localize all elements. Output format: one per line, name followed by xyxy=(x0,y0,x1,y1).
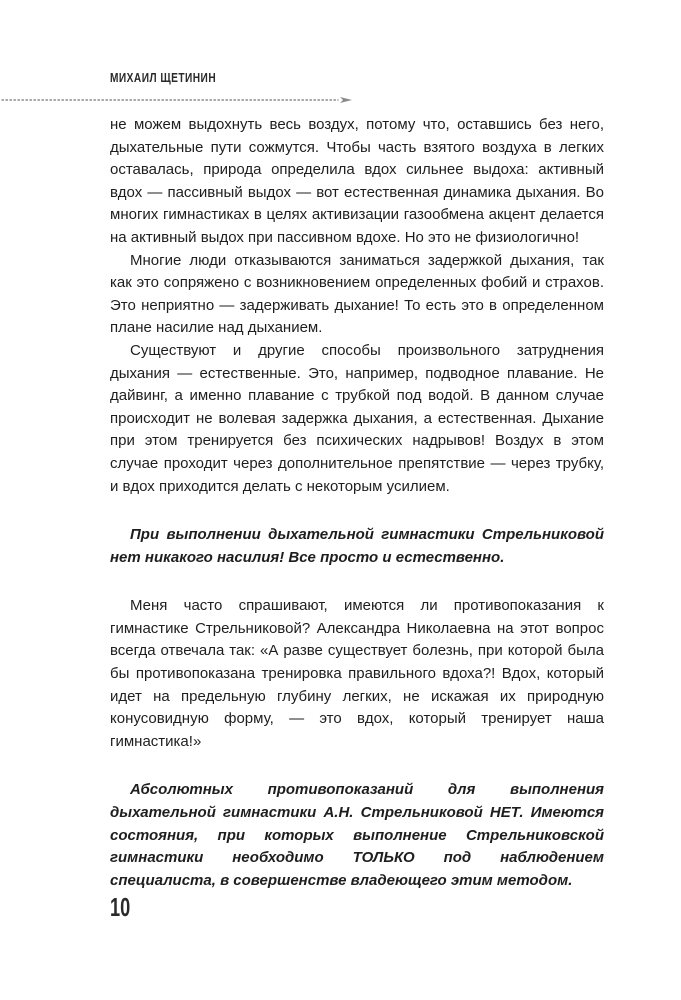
paragraph: Меня часто спрашивают, имеются ли противопоказания к гимнастике Стрельниковой? Александра Николаевна на этот вопрос всегда отвечала так: «А разве существует болезнь, при которой была бы противопоказана тренировка правильного вдоха?! Вдох, который идет на предельную глубину легких, не искажая их природную конусовидную форму, — это вдох, который тренирует наша гимнастика!» xyxy=(110,597,604,750)
page-number: 10 xyxy=(110,892,131,922)
arrow-right-icon xyxy=(340,97,352,103)
header-dotted-rule xyxy=(0,97,352,103)
paragraph: Многие люди отказываются заниматься задержкой дыхания, так как это сопряжено с возникновением определенных фобий и страхов. Это неприятно — задерживать дыхание! То есть это в определенном плане насилие над дыханием. xyxy=(110,251,604,337)
emphasis-paragraph: При выполнении дыхательной гимнастики Стрельниковой нет никакого насилия! Все просто и естественно. xyxy=(110,526,604,566)
page-body xyxy=(110,114,604,892)
paragraph-continued: не можем выдохнуть весь воздух, потому что, оставшись без него, дыхательные пути сожмутся. Чтобы часть взятого воздуха в легких оставалась, природа определила вдох сильнее выдоха: активный вдох — пассивный выдох — вот естественная динамика дыхания. Во многих гимнастиках в целях активизации газообмена акцент делается на активный выдох при пассивном вдохе. Но это не физиологично! xyxy=(110,116,604,246)
paragraph: Существуют и другие способы произвольного затруднения дыхания — естественные. Это, например, подводное плавание. Не дайвинг, а именно плавание с трубкой под водой. В данном случае происходит не волевая задержка дыхания, а естественная. Дыхание при этом тренируется без психических надрывов! Воздух в этом случае проходит через дополнительное препятствие — через трубку, и вдох приходится делать с некоторым усилием. xyxy=(110,341,604,495)
running-head-author: МИХАИЛ ЩЕТИНИН xyxy=(110,70,217,85)
emphasis-paragraph: Абсолютных противопоказаний для выполнения дыхательной гимнастики А.Н. Стрельниковой НЕТ. Имеются состояния, при которых выполнение Стрельниковской гимнастики необходимо ТОЛЬКО под наблюдением специалиста, в совершенстве владеющего этим методом. xyxy=(110,781,604,889)
